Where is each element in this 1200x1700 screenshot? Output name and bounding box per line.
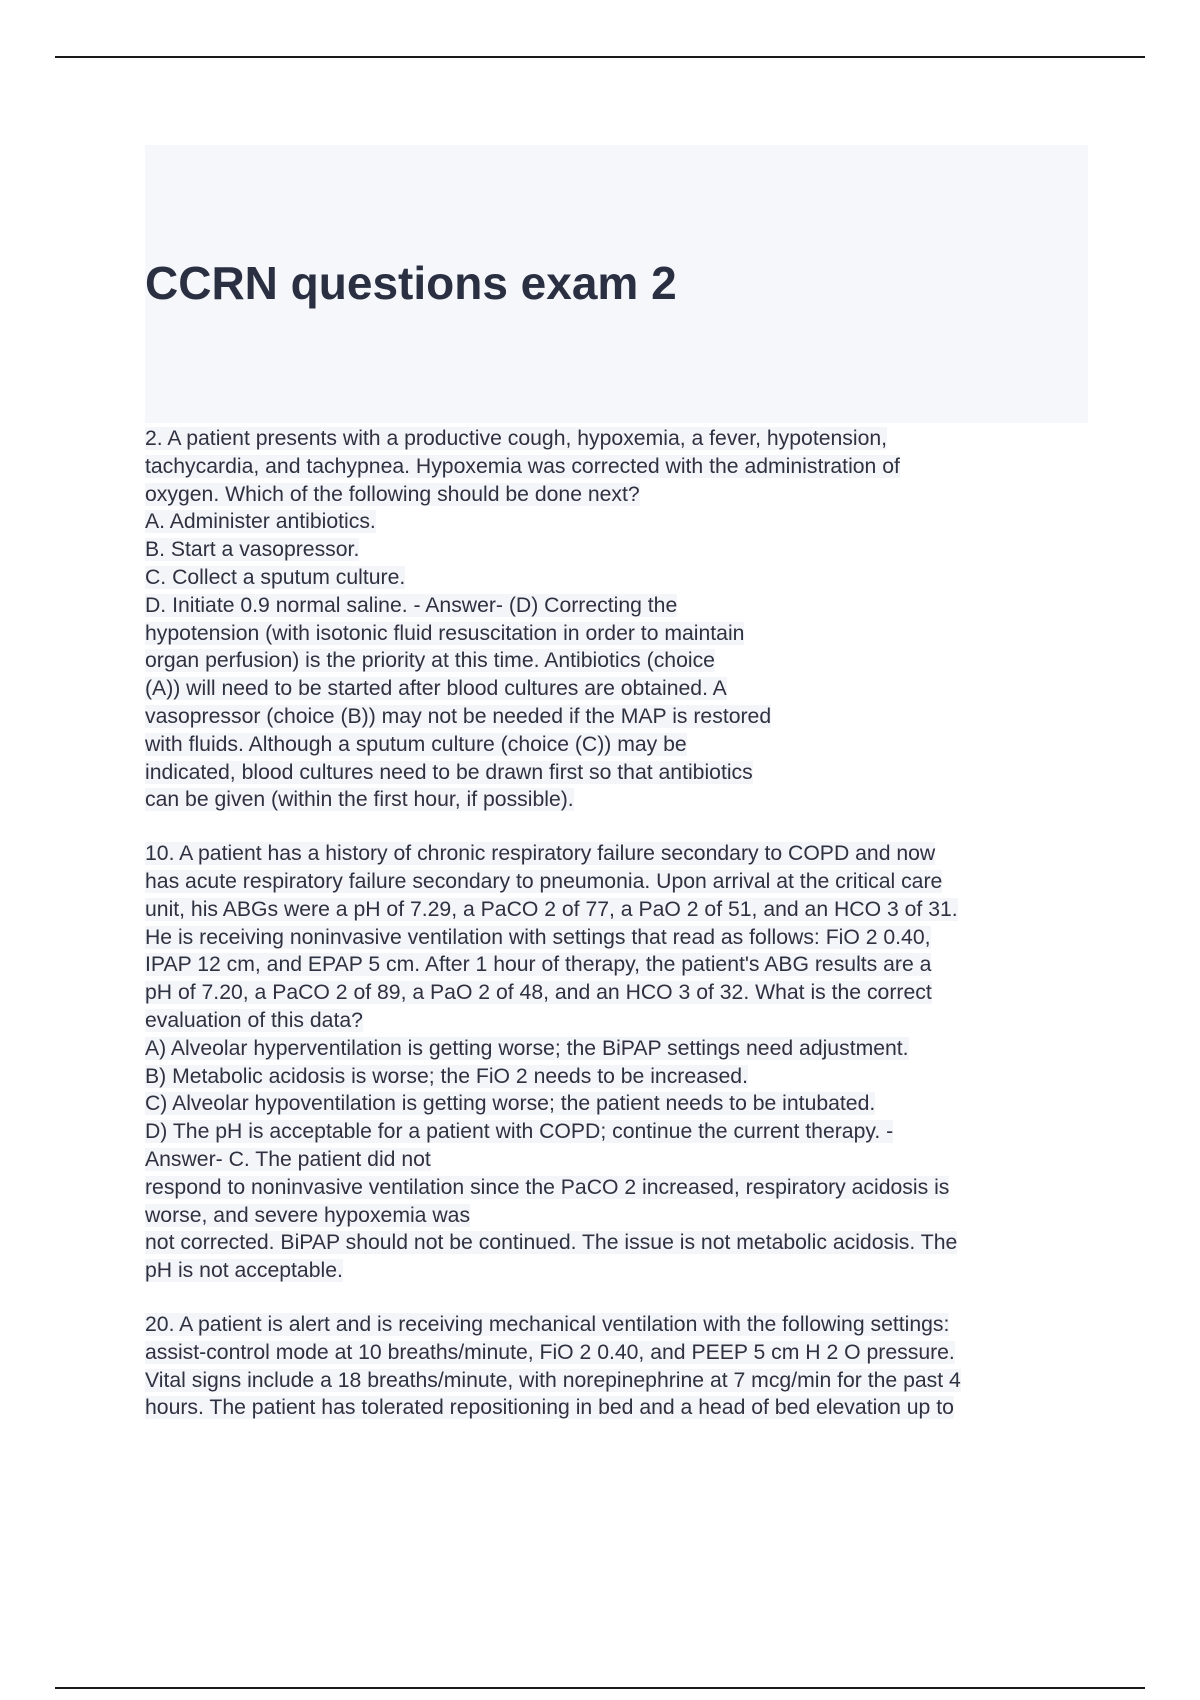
question-text-line (145, 592, 1105, 620)
text-run: Vital signs include a 18 breaths/minute, with norepinephrine at 7 mcg/min for the past 4 (145, 1368, 961, 1392)
document-title: CCRN questions exam 2 (145, 257, 677, 309)
question-text-line (145, 868, 1105, 896)
question-text-line (145, 759, 1105, 787)
question-text-line (145, 1339, 1105, 1367)
question-block (145, 425, 1105, 814)
question-text-line (145, 481, 1105, 509)
text-run: D. Initiate 0.9 normal saline. - Answer- (D) Correcting the (145, 593, 678, 617)
question-text-line (145, 536, 1105, 564)
question-text-line (145, 425, 1105, 453)
question-text-line (145, 703, 1105, 731)
text-run: hours. The patient has tolerated repositioning in bed and a head of bed elevation up to (145, 1396, 954, 1420)
text-run: pH is not acceptable. (145, 1259, 343, 1283)
question-text-line (145, 924, 1105, 952)
question-text-line (145, 508, 1105, 536)
question-text-line (145, 1146, 1105, 1174)
question-text-line (145, 951, 1105, 979)
text-run: worse, and severe hypoxemia was (145, 1203, 471, 1227)
question-text-line (145, 1035, 1105, 1063)
text-run: assist-control mode at 10 breaths/minute, FiO 2 0.40, and PEEP 5 cm H 2 O pressure. (145, 1340, 955, 1364)
text-run: He is receiving noninvasive ventilation with settings that read as follows: FiO 2 0.40, (145, 925, 931, 949)
question-text-line (145, 564, 1105, 592)
question-text-line (145, 647, 1105, 675)
question-text-line (145, 731, 1105, 759)
question-text-line (145, 1257, 1105, 1285)
question-block (145, 840, 1105, 1285)
text-run: A) Alveolar hyperventilation is getting worse; the BiPAP settings need adjustment. (145, 1036, 909, 1060)
question-text-line (145, 1367, 1105, 1395)
text-run: respond to noninvasive ventilation since the PaCO 2 increased, respiratory acidosis is (145, 1175, 950, 1199)
text-run: 10. A patient has a history of chronic respiratory failure secondary to COPD and now (145, 842, 936, 866)
question-text-line (145, 1311, 1105, 1339)
question-text-line (145, 1063, 1105, 1091)
question-text-line (145, 1090, 1105, 1118)
text-run: evaluation of this data? (145, 1008, 363, 1032)
text-run: Answer- C. The patient did not (145, 1147, 431, 1171)
footer-rule (55, 1687, 1145, 1689)
question-text-line (145, 1174, 1105, 1202)
question-text-line (145, 896, 1105, 924)
text-run: hypotension (with isotonic fluid resuscitation in order to maintain (145, 621, 745, 645)
header-rule (55, 56, 1145, 58)
question-text-line (145, 1394, 1105, 1422)
text-run: organ perfusion) is the priority at this time. Antibiotics (choice (145, 649, 715, 673)
question-text-line (145, 1007, 1105, 1035)
text-run: can be given (within the first hour, if possible). (145, 788, 574, 812)
text-run: C) Alveolar hypoventilation is getting worse; the patient needs to be intubated. (145, 1092, 876, 1116)
text-run: IPAP 12 cm, and EPAP 5 cm. After 1 hour of therapy, the patient's ABG results are a (145, 953, 932, 977)
text-run: unit, his ABGs were a pH of 7.29, a PaCO 2 of 77, a PaO 2 of 51, and an HCO 3 of 31. (145, 897, 958, 921)
question-text-line (145, 786, 1105, 814)
question-text-line (145, 840, 1105, 868)
text-run: pH of 7.20, a PaCO 2 of 89, a PaO 2 of 48, and an HCO 3 of 32. What is the correct (145, 981, 932, 1005)
text-run: A. Administer antibiotics. (145, 510, 376, 534)
text-run: tachycardia, and tachypnea. Hypoxemia was corrected with the administration of (145, 454, 900, 478)
text-run: (A)) will need to be started after blood cultures are obtained. A (145, 677, 727, 701)
document-body (145, 425, 1105, 1448)
question-block (145, 1311, 1105, 1422)
text-run: vasopressor (choice (B)) may not be needed if the MAP is restored (145, 704, 772, 728)
question-text-line (145, 620, 1105, 648)
question-text-line (145, 1118, 1105, 1146)
text-run: indicated, blood cultures need to be drawn first so that antibiotics (145, 760, 753, 784)
question-text-line (145, 1229, 1105, 1257)
question-text-line (145, 1202, 1105, 1230)
text-run: B. Start a vasopressor. (145, 538, 360, 562)
text-run: 20. A patient is alert and is receiving mechanical ventilation with the following settings: (145, 1312, 950, 1336)
text-run: has acute respiratory failure secondary to pneumonia. Upon arrival at the critical care (145, 869, 943, 893)
text-run: B) Metabolic acidosis is worse; the FiO 2 needs to be increased. (145, 1064, 748, 1088)
question-text-line (145, 979, 1105, 1007)
text-run: 2. A patient presents with a productive cough, hypoxemia, a fever, hypotension, (145, 427, 888, 450)
text-run: oxygen. Which of the following should be done next? (145, 482, 640, 506)
text-run: not corrected. BiPAP should not be continued. The issue is not metabolic acidosis. The (145, 1231, 958, 1255)
text-run: D) The pH is acceptable for a patient with COPD; continue the current therapy. - (145, 1120, 894, 1144)
text-run: with fluids. Although a sputum culture (choice (C)) may be (145, 732, 687, 756)
question-text-line (145, 675, 1105, 703)
text-run: C. Collect a sputum culture. (145, 565, 406, 589)
question-text-line (145, 453, 1105, 481)
